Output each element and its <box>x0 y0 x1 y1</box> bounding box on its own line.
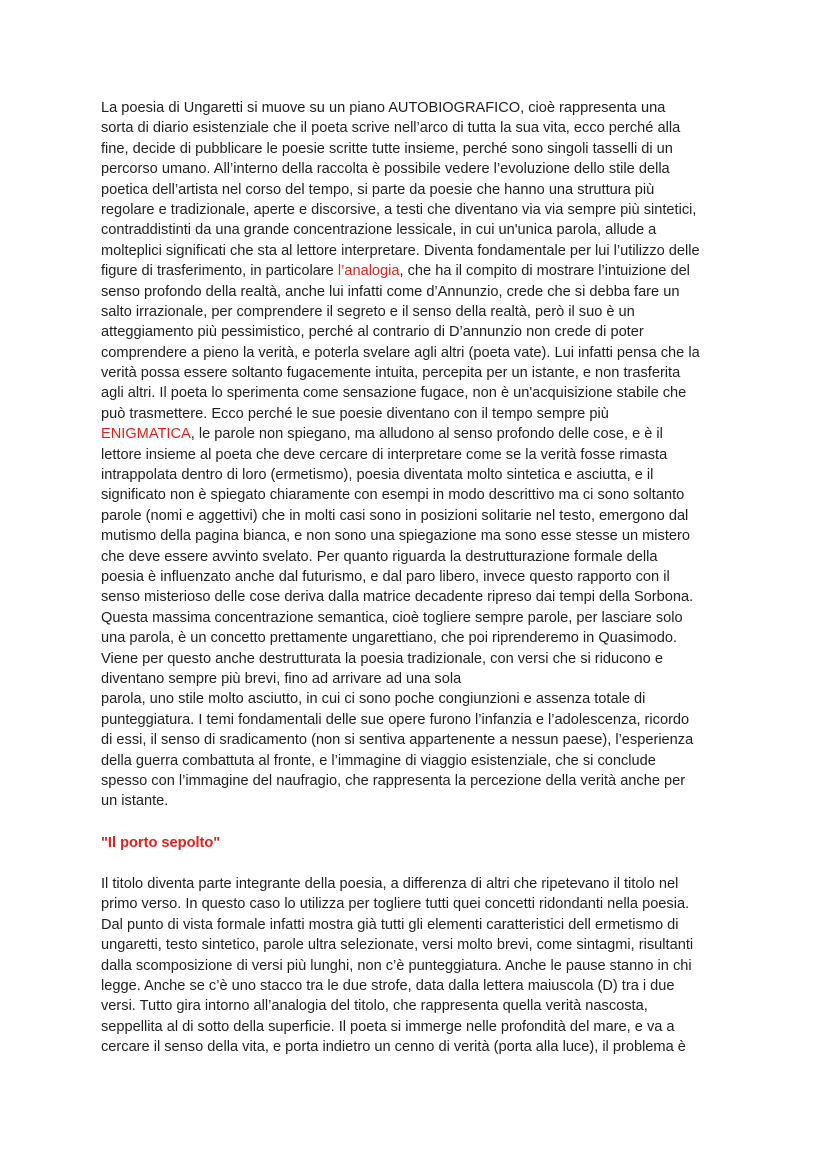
text-line: regolare e tradizionale, aperte e discorsive, a testi che diventano via via sempre più sintetici, <box>101 201 697 218</box>
text-line: Dal punto di vista formale infatti mostra già tutti gli elementi caratteristici dell ermetismo di <box>101 916 679 933</box>
text-line: poesia è influenzato anche dal futurismo, e dal paro libero, invece questo rapporto con il <box>101 568 670 585</box>
text-line <box>101 424 733 444</box>
text-line: La poesia di Ungaretti si muove su un piano AUTOBIOGRAFICO, cioè rappresenta una <box>101 100 666 116</box>
text-line: mutismo della pagina bianca, e non sono una spiegazione ma sono esse stesse un mistero <box>101 528 690 545</box>
text-line: senso profondo della realtà, anche lui infatti come d’Annunzio, crede che si debba fare un <box>101 283 680 300</box>
highlighted-term: ENIGMATICA <box>101 426 191 443</box>
text-line: significato non è spiegato chiaramente con esempi in modo descrittivo ma ci sono soltanto <box>101 487 685 504</box>
text-line: cercare il senso della vita, e porta indietro un cenno di verità (porta alla luce), il problema è <box>101 1039 686 1056</box>
text-line: Viene per questo anche destrutturata la poesia tradizionale, con versi che si riducono e <box>101 650 663 667</box>
text-line: della guerra combattuta al fronte, e l’immagine di viaggio esistenziale, che si conclude <box>101 752 656 769</box>
text-line: primo verso. In questo caso lo utilizza per togliere tutti quei concetti ridondanti nella poesia. <box>101 896 690 913</box>
text-line: può trasmettere. Ecco perché le sue poesie diventano con il tempo sempre più <box>101 405 609 422</box>
text-segment: , le parole non spiegano, ma alludono al senso profondo delle cose, e è il <box>190 426 663 443</box>
text-line: versi. Tutto gira intorno all’analogia del titolo, che rappresenta quella verità nascosta, <box>101 998 648 1015</box>
text-line <box>101 261 733 281</box>
text-line: agli altri. Il poeta lo sperimenta come sensazione fugace, non è un'acquisizione stabile che <box>101 385 687 402</box>
text-line: un istante. <box>101 793 169 810</box>
text-line: contraddistinti da una grande concentrazione lessicale, in cui un'unica parola, allude a <box>101 222 657 239</box>
text-line: parola, uno stile molto asciutto, in cui ci sono poche congiunzioni e assenza totale di <box>101 691 646 708</box>
text-line: sorta di diario esistenziale che il poeta scrive nell’arco di tutta la sua vita, ecco perché alla <box>101 120 681 137</box>
paragraph-porto-sepolto <box>101 874 733 1058</box>
document-page <box>101 98 733 1058</box>
text-segment: , che ha il compito di mostrare l’intuizione del <box>399 263 690 280</box>
text-line: intrappolata dentro di loro (ermetismo), poesia diventata molto sintetica e asciutta, e il <box>101 467 654 484</box>
text-line: percorso umano. All’interno della raccolta è possibile vedere l’evoluzione dello stile della <box>101 161 670 178</box>
paragraph-autobiografico <box>101 98 733 812</box>
text-line: ungaretti, testo sintetico, parole ultra selezionate, versi molto brevi, come sintagmi, risultanti <box>101 937 694 954</box>
text-line: dalla scomposizione di versi più lunghi, non c’è punteggiatura. Anche le pause stanno in chi <box>101 957 692 974</box>
text-line: diventano sempre più brevi, fino ad arrivare ad una sola <box>101 670 462 687</box>
text-line: comprendere a pieno la verità, e poterla svelare agli altri (poeta vate). Lui infatti pensa che la <box>101 344 700 361</box>
text-line: spesso con l’immagine del naufragio, che rappresenta la percezione della verità anche per <box>101 772 686 789</box>
text-line: che deve essere avvinto svelato. Per quanto riguarda la destrutturazione formale della <box>101 548 658 565</box>
text-line: salto irrazionale, per comprendere il segreto e il senso della realtà, però il suo è un <box>101 303 635 320</box>
text-line: molteplici significati che sta al lettore interpretare. Diventa fondamentale per lui l’utilizzo delle <box>101 242 700 259</box>
text-line: Questa massima concentrazione semantica, cioè togliere sempre parole, per lasciare solo <box>101 609 683 626</box>
text-line: lettore insieme al poeta che deve cercare di interpretare come se la verità fosse rimasta <box>101 446 668 463</box>
section-heading: "Il porto sepolto" <box>101 834 221 851</box>
text-line: di essi, il senso di sradicamento (non si sentiva appartenente a nessun paese), l’esperienza <box>101 732 694 749</box>
highlighted-term: l’analogia <box>337 263 400 280</box>
text-line: punteggiatura. I temi fondamentali delle sue opere furono l’infanzia e l’adolescenza, ricordo <box>101 711 690 728</box>
text-segment: figure di trasferimento, in particolare <box>101 263 338 280</box>
text-line: fine, decide di pubblicare le poesie scritte tutte insieme, perché sono singoli tasselli di un <box>101 140 673 157</box>
text-line: legge. Anche se c’è uno stacco tra le due strofe, data dalla lettera maiuscola (D) tra i due <box>101 978 675 995</box>
text-line: seppellita al di sotto della superficie. Il poeta si immerge nelle profondità del mare, e va a <box>101 1018 675 1035</box>
text-line: parole (nomi e aggettivi) che in molti casi sono in posizioni solitarie nel testo, emergono dal <box>101 507 689 524</box>
text-line: verità possa essere soltanto fugacemente intuita, percepita per un istante, e non trasferita <box>101 365 681 382</box>
text-line: una parola, è un concetto prettamente ungarettiano, che poi riprenderemo in Quasimodo. <box>101 630 678 647</box>
text-line: Il titolo diventa parte integrante della poesia, a differenza di altri che ripetevano il titolo nel <box>101 876 679 893</box>
text-line: atteggiamento più pessimistico, perché al contrario di D’annunzio non crede di poter <box>101 324 644 341</box>
text-line: senso misterioso delle cose deriva dalla matrice decadente ripreso dai tempi della Sorbona. <box>101 589 694 606</box>
text-line: poetica dell’artista nel corso del tempo, si parte da poesie che hanno una struttura più <box>101 181 655 198</box>
